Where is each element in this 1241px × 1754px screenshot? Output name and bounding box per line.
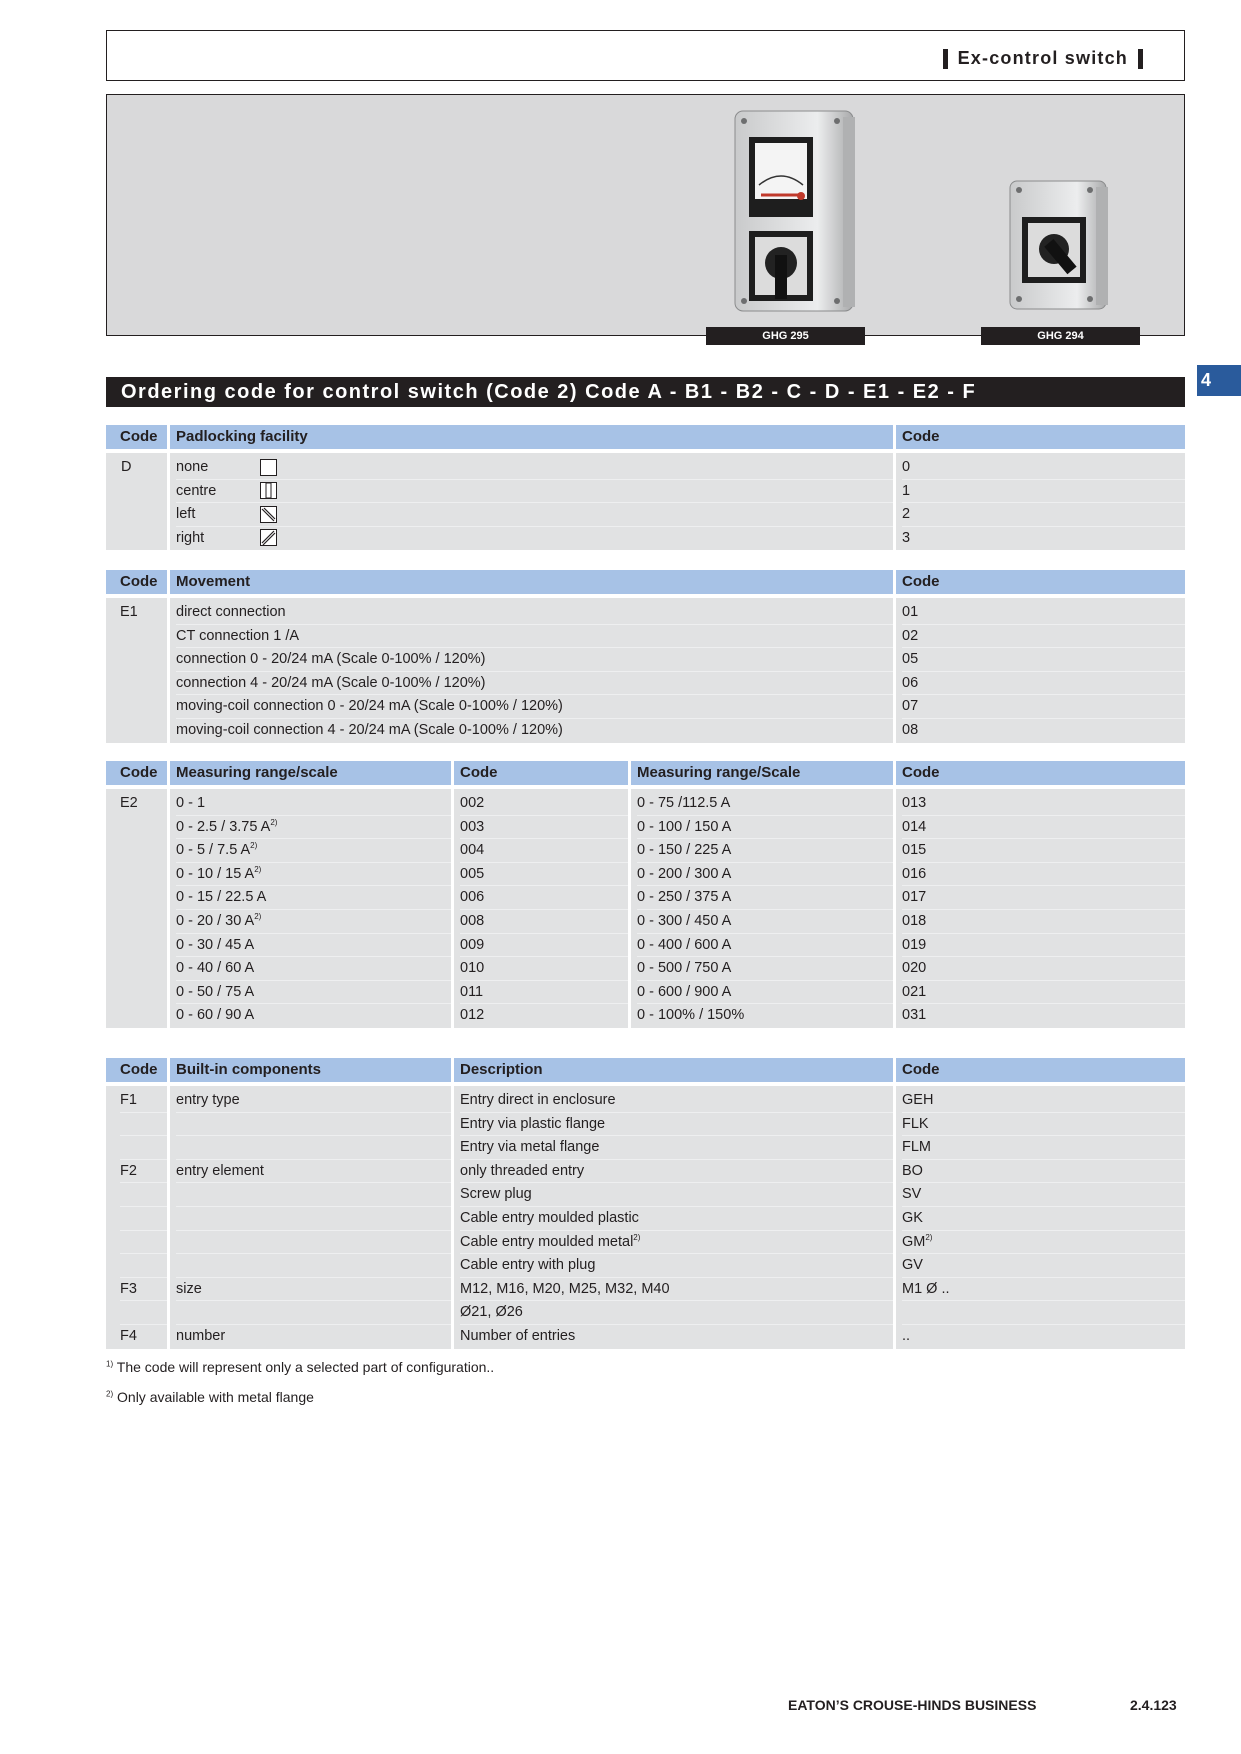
range-cell-text: 0 - 50 / 75 A	[176, 983, 255, 1000]
code-cell	[902, 863, 1185, 887]
row-label: direct connection	[176, 601, 893, 625]
group-code-cell	[120, 1207, 167, 1231]
code-cell	[902, 1183, 1185, 1207]
code-cell	[460, 1004, 628, 1028]
column-header: Code	[106, 570, 170, 594]
group-code-cell	[120, 1113, 167, 1137]
code-cell-text: GV	[902, 1257, 923, 1274]
range-cell-text: 0 - 250 / 375 A	[637, 889, 732, 906]
footnote-mark: 1)	[106, 1359, 114, 1369]
row-label: right	[176, 529, 205, 546]
group-code: D	[121, 459, 132, 475]
table-row	[176, 503, 893, 527]
range-cell-text: 0 - 100% / 150%	[637, 1007, 745, 1024]
group-code: E1	[120, 604, 138, 620]
row-code: 08	[902, 721, 919, 738]
code-cell-text: 015	[902, 842, 927, 859]
description-cell	[460, 1254, 893, 1278]
group-code-cell	[120, 1183, 167, 1207]
code-cell	[902, 1113, 1185, 1137]
page-header	[106, 30, 1185, 81]
group-code-column	[106, 1086, 170, 1349]
code-cell-text: 017	[902, 889, 927, 906]
row-code: 02	[902, 625, 1185, 649]
column-header: Code	[896, 1058, 1185, 1082]
table-header-row	[106, 761, 1185, 785]
range-cell-text: 0 - 2.5 / 3.75 A	[176, 818, 271, 835]
component-cell-text: entry element	[176, 1162, 264, 1179]
footnote-reference: 2)	[250, 841, 258, 851]
range-cell-text: 0 - 300 / 450 A	[637, 912, 732, 929]
component-cell	[176, 1231, 451, 1255]
code-cell	[460, 981, 628, 1005]
column-header: Code	[896, 761, 1185, 785]
range-cell-text: 0 - 20 / 30 A	[176, 912, 255, 929]
code-cell	[902, 1325, 1185, 1349]
movement-table	[106, 570, 1185, 743]
row-code: 0	[902, 456, 1185, 480]
group-code-cell-text: F3	[120, 1280, 137, 1297]
description-cell-text: Cable entry with plug	[460, 1257, 596, 1274]
range-cell	[176, 981, 451, 1005]
code-cell-text: 016	[902, 865, 927, 882]
description-cell	[460, 1207, 893, 1231]
code-cell-text: SV	[902, 1186, 922, 1203]
code-cell	[902, 910, 1185, 934]
component-cell	[176, 1089, 451, 1113]
row-code: 05	[902, 648, 1185, 672]
component-cell	[176, 1301, 451, 1325]
code-cell-text: FLK	[902, 1115, 929, 1132]
description-cell-text: Entry via plastic flange	[460, 1115, 606, 1132]
code-cell	[460, 957, 628, 981]
header-title: Ex-control switch	[957, 48, 1128, 68]
footnote-reference: 2)	[633, 1232, 641, 1242]
page-number: 2.4.123	[1130, 1697, 1177, 1713]
row-label: centre	[176, 482, 217, 499]
code-cell	[902, 886, 1185, 910]
range-cell	[637, 957, 893, 981]
header-title-group	[943, 48, 1143, 69]
range-cell-text: 0 - 400 / 600 A	[637, 936, 732, 953]
group-code-cell	[120, 1278, 167, 1302]
range-cell-text: 0 - 150 / 225 A	[637, 842, 732, 859]
group-code-cell-text: F1	[120, 1092, 137, 1108]
range-cell-text: 0 - 5 / 7.5 A	[176, 842, 251, 859]
table-row	[176, 456, 893, 480]
code-cell	[902, 957, 1185, 981]
range-cell	[637, 934, 893, 958]
description-cell	[460, 1113, 893, 1137]
padlock-none-icon	[260, 459, 277, 476]
component-column	[170, 1086, 454, 1349]
code-cell-text: GEH	[902, 1092, 934, 1108]
header-bar-right	[1138, 49, 1143, 69]
code-cell-text: 009	[460, 936, 485, 953]
row-code: 2	[902, 503, 1185, 527]
description-cell-text: Ø21, Ø26	[460, 1304, 523, 1321]
photo-caption-ghg-294: GHG 294	[981, 327, 1140, 345]
range-cell-text: 0 - 75 /112.5 A	[637, 795, 731, 811]
code-cell-text: 020	[902, 960, 927, 977]
component-cell	[176, 1254, 451, 1278]
code-cell	[460, 863, 628, 887]
code-cell-text: ..	[902, 1327, 911, 1344]
group-code-cell	[120, 1089, 167, 1113]
column-header: Code	[106, 761, 170, 785]
range-cell-text: 0 - 500 / 750 A	[637, 960, 732, 977]
table-header-row	[106, 570, 1185, 594]
code-cell	[902, 1089, 1185, 1113]
component-cell	[176, 1278, 451, 1302]
code-column	[896, 598, 1185, 743]
row-code: 07	[902, 695, 1185, 719]
code-cell-text: 002	[460, 795, 485, 811]
column-header: Code	[454, 761, 631, 785]
description-cell-text: only threaded entry	[460, 1162, 585, 1179]
code-cell-text: 019	[902, 936, 927, 953]
padlock-centre-icon	[260, 482, 277, 499]
component-cell	[176, 1136, 451, 1160]
code-cell-text: 008	[460, 912, 485, 929]
range-cell	[176, 792, 451, 816]
footnote-reference: 2)	[254, 864, 262, 874]
group-code: E2	[120, 795, 138, 811]
range-cell	[637, 839, 893, 863]
row-code: 3	[902, 529, 911, 546]
group-code-column	[106, 789, 170, 1028]
description-cell	[460, 1325, 893, 1349]
code-cell-text: 012	[460, 1007, 485, 1024]
range-cell	[176, 863, 451, 887]
row-label: CT connection 1 /A	[176, 625, 893, 649]
range-cell	[637, 816, 893, 840]
description-cell	[460, 1160, 893, 1184]
code-cell	[902, 1136, 1185, 1160]
component-cell-text: size	[176, 1280, 202, 1297]
code-cell-text: M1 Ø ..	[902, 1280, 950, 1297]
range-cell	[637, 910, 893, 934]
group-code-cell	[120, 1160, 167, 1184]
code-cell	[902, 839, 1185, 863]
code-cell	[460, 792, 628, 816]
column-header: Code	[106, 425, 170, 449]
group-code-cell-text: F4	[120, 1327, 137, 1344]
component-cell	[176, 1183, 451, 1207]
photo-caption-ghg-295: GHG 295	[706, 327, 865, 345]
component-cell	[176, 1113, 451, 1137]
code-cell-text: GK	[902, 1209, 923, 1226]
code-column	[896, 1086, 1185, 1349]
range-cell	[176, 910, 451, 934]
footnote-text: The code will represent only a selected part of configuration..	[116, 1359, 495, 1375]
row-label: connection 0 - 20/24 mA (Scale 0-100% / 120%)	[176, 648, 893, 672]
code-cell-text: BO	[902, 1162, 923, 1179]
chapter-tab: 4	[1197, 365, 1241, 396]
column-header: Movement	[170, 570, 896, 594]
row-label: moving-coil connection 4 - 20/24 mA (Scale 0-100% / 120%)	[176, 721, 563, 738]
label-column	[170, 453, 896, 550]
range-column-left	[170, 789, 454, 1028]
row-code: 01	[902, 601, 1185, 625]
column-header: Code	[896, 570, 1185, 594]
code-cell	[902, 1207, 1185, 1231]
range-cell	[637, 1004, 893, 1028]
footnote-reference: 2)	[925, 1232, 933, 1242]
component-cell	[176, 1325, 451, 1349]
component-cell-text: entry type	[176, 1092, 240, 1108]
range-cell	[176, 1004, 451, 1028]
code-cell-text: 006	[460, 889, 485, 906]
code-cell	[460, 816, 628, 840]
code-cell-text: 011	[460, 983, 484, 1000]
components-table	[106, 1058, 1185, 1349]
code-cell-text: GM	[902, 1233, 926, 1250]
table-body	[106, 598, 1185, 743]
column-header: Measuring range/Scale	[631, 761, 896, 785]
code-cell-text: 013	[902, 795, 927, 811]
column-header: Code	[896, 425, 1185, 449]
table-body	[106, 789, 1185, 1028]
section-title: Ordering code for control switch (Code 2) Code A - B1 - B2 - C - D - E1 - E2 - F	[106, 377, 1185, 407]
description-cell	[460, 1278, 893, 1302]
group-code-column	[106, 598, 170, 743]
range-cell-text: 0 - 600 / 900 A	[637, 983, 732, 1000]
group-code-cell	[120, 1325, 167, 1349]
range-cell-text: 0 - 100 / 150 A	[637, 818, 732, 835]
ghg-295-product-image	[725, 107, 865, 325]
code-cell	[902, 792, 1185, 816]
description-cell-text: Screw plug	[460, 1186, 532, 1203]
column-header: Padlocking facility	[170, 425, 896, 449]
padlocking-table	[106, 425, 1185, 550]
code-cell	[460, 886, 628, 910]
range-cell	[637, 886, 893, 910]
component-cell	[176, 1207, 451, 1231]
code-cell-text: 021	[902, 983, 927, 1000]
group-code-cell	[120, 1254, 167, 1278]
column-header: Built-in components	[170, 1058, 454, 1082]
row-label: connection 4 - 20/24 mA (Scale 0-100% / 120%)	[176, 672, 893, 696]
footnote-reference: 2)	[270, 817, 278, 827]
code-cell-text: 031	[902, 1007, 927, 1024]
range-cell-text: 0 - 200 / 300 A	[637, 865, 732, 882]
column-header: Code	[106, 1058, 170, 1082]
group-code-cell-text: F2	[120, 1162, 137, 1179]
description-cell-text: Number of entries	[460, 1327, 576, 1344]
description-cell-text: Entry direct in enclosure	[460, 1092, 616, 1108]
column-header: Description	[454, 1058, 896, 1082]
description-cell	[460, 1089, 893, 1113]
description-cell	[460, 1183, 893, 1207]
code-cell	[460, 934, 628, 958]
code-cell	[902, 1301, 1185, 1325]
code-column-left	[454, 789, 631, 1028]
measuring-range-table	[106, 761, 1185, 1028]
description-cell	[460, 1231, 893, 1255]
code-cell-text: 004	[460, 842, 485, 859]
description-cell-text: Cable entry moulded plastic	[460, 1209, 639, 1226]
table-body	[106, 453, 1185, 550]
row-code: 06	[902, 672, 1185, 696]
code-cell-text: 010	[460, 960, 485, 977]
range-cell	[637, 981, 893, 1005]
row-label: moving-coil connection 0 - 20/24 mA (Scale 0-100% / 120%)	[176, 695, 893, 719]
code-cell	[902, 981, 1185, 1005]
range-column-right	[631, 789, 896, 1028]
range-cell	[637, 863, 893, 887]
footnote-1	[106, 1359, 494, 1375]
code-cell	[460, 839, 628, 863]
range-cell-text: 0 - 60 / 90 A	[176, 1007, 255, 1024]
group-code-cell	[120, 1301, 167, 1325]
group-code-cell	[120, 1136, 167, 1160]
code-cell	[902, 1278, 1185, 1302]
code-cell	[902, 1004, 1185, 1028]
table-header-row	[106, 425, 1185, 449]
table-row	[176, 527, 893, 551]
range-cell	[176, 886, 451, 910]
footnote-reference: 2)	[254, 912, 262, 922]
header-bar-left	[943, 49, 948, 69]
code-cell	[902, 816, 1185, 840]
group-code-cell	[120, 1231, 167, 1255]
range-cell	[176, 816, 451, 840]
ghg-294-product-image	[1004, 177, 1114, 317]
range-cell-text: 0 - 30 / 45 A	[176, 936, 255, 953]
range-cell-text: 0 - 40 / 60 A	[176, 960, 255, 977]
code-cell	[902, 934, 1185, 958]
code-cell-text: 014	[902, 818, 927, 835]
footnote-2	[106, 1389, 314, 1405]
description-column	[454, 1086, 896, 1349]
description-cell-text: Cable entry moulded metal	[460, 1233, 634, 1250]
table-header-row	[106, 1058, 1185, 1082]
code-cell-text: 018	[902, 912, 927, 929]
row-label: none	[176, 459, 209, 475]
column-header: Measuring range/scale	[170, 761, 454, 785]
code-column	[896, 453, 1185, 550]
range-cell-text: 0 - 10 / 15 A	[176, 865, 255, 882]
row-label: left	[176, 506, 196, 523]
code-cell-text: 005	[460, 865, 485, 882]
code-cell-text: FLM	[902, 1139, 931, 1156]
range-cell	[176, 839, 451, 863]
footnote-mark: 2)	[106, 1389, 114, 1399]
code-cell-text: 003	[460, 818, 485, 835]
code-cell	[460, 910, 628, 934]
description-cell-text: M12, M16, M20, M25, M32, M40	[460, 1280, 670, 1297]
component-cell-text: number	[176, 1327, 226, 1344]
code-cell	[902, 1231, 1185, 1255]
range-cell	[637, 792, 893, 816]
code-cell	[902, 1254, 1185, 1278]
padlock-right-icon	[260, 529, 277, 546]
footnote-text: Only available with metal flange	[117, 1389, 314, 1405]
padlock-left-icon	[260, 506, 277, 523]
label-column	[170, 598, 896, 743]
footer-brand: EATON’S CROUSE-HINDS BUSINESS	[788, 1697, 1037, 1713]
description-cell	[460, 1301, 893, 1325]
description-cell-text: Entry via metal flange	[460, 1139, 600, 1156]
range-cell-text: 0 - 15 / 22.5 A	[176, 889, 267, 906]
code-cell	[902, 1160, 1185, 1184]
code-column-right	[896, 789, 1185, 1028]
group-code-column	[106, 453, 170, 550]
table-row	[176, 480, 893, 504]
component-cell	[176, 1160, 451, 1184]
table-body	[106, 1086, 1185, 1349]
range-cell	[176, 934, 451, 958]
description-cell	[460, 1136, 893, 1160]
range-cell-text: 0 - 1	[176, 795, 206, 811]
product-photo-panel	[106, 94, 1185, 336]
range-cell	[176, 957, 451, 981]
row-code: 1	[902, 480, 1185, 504]
